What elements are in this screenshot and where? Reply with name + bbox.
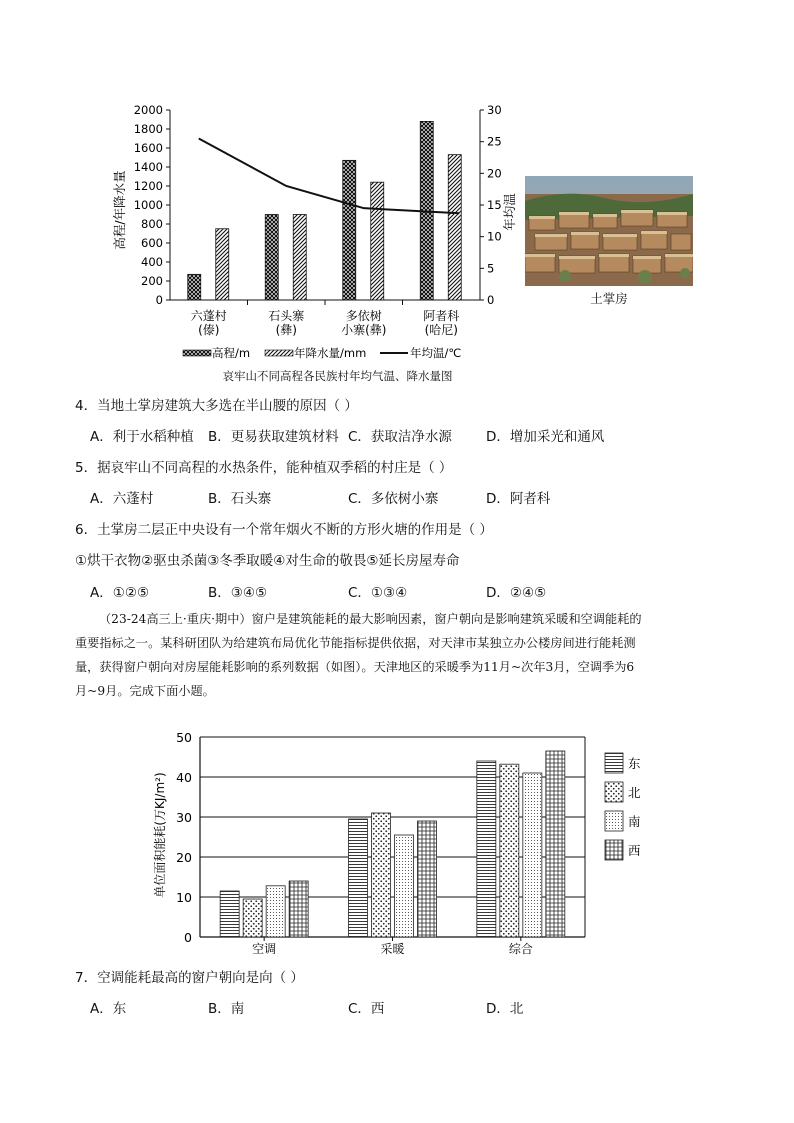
legend-swatch-north bbox=[605, 782, 623, 802]
tick-label-y: 0 bbox=[184, 930, 192, 945]
q4-option-b[interactable]: B．更易获取建筑材料 bbox=[208, 429, 339, 445]
bar-north bbox=[500, 764, 519, 937]
tick-label-right: 5 bbox=[487, 261, 495, 276]
category-label: 空调 bbox=[252, 942, 277, 956]
category-label: 六蓬村 bbox=[190, 309, 227, 323]
q7-option-d[interactable]: D．北 bbox=[486, 1001, 524, 1017]
passage bbox=[75, 607, 735, 703]
q4-option-d[interactable]: D．增加采光和通风 bbox=[486, 429, 605, 445]
passage-line: 量，获得窗户朝向对房屋能耗影响的系列数据（如图）。天津地区的采暖季为11月~次年3月，空调季为6 bbox=[75, 660, 635, 674]
legend-swatch-west bbox=[605, 840, 623, 860]
tick-label-left: 600 bbox=[141, 236, 163, 250]
bar-elevation bbox=[265, 215, 278, 301]
bar-precipitation bbox=[293, 215, 306, 301]
bar-east bbox=[220, 891, 239, 937]
q4-stem: 4．当地土掌房建筑大多选在半山腰的原因（ ） bbox=[75, 398, 358, 414]
category-label: 综合 bbox=[508, 942, 533, 956]
figure-elevation-climate-chart bbox=[100, 100, 520, 362]
bar-west bbox=[546, 751, 565, 937]
tick-label-y: 50 bbox=[176, 730, 192, 745]
category-group-label: (哈尼) bbox=[424, 323, 458, 337]
legend-precip-swatch bbox=[265, 350, 293, 356]
q4-option-c[interactable]: C．获取洁净水源 bbox=[348, 429, 452, 445]
passage-line: 月~9月。完成下面小题。 bbox=[75, 684, 215, 698]
bar-north bbox=[243, 899, 262, 937]
tick-label-left: 400 bbox=[141, 255, 163, 269]
q5-option-d[interactable]: D．阿者科 bbox=[486, 491, 551, 507]
legend-label-north: 北 bbox=[628, 785, 641, 800]
tick-label-y: 40 bbox=[176, 770, 192, 785]
bar-east bbox=[477, 761, 496, 937]
bar-west bbox=[289, 881, 308, 937]
category-group-label: (傣) bbox=[198, 323, 220, 337]
tick-label-left: 1200 bbox=[133, 179, 163, 193]
tick-label-right: 25 bbox=[487, 134, 502, 149]
bar-elevation bbox=[188, 274, 201, 300]
q4-option-a[interactable]: A．利于水稻种植 bbox=[90, 429, 194, 445]
bar-east bbox=[349, 819, 368, 937]
category-label: 多依树 bbox=[345, 309, 382, 323]
legend-swatch-south bbox=[605, 811, 623, 831]
tick-label-right: 0 bbox=[487, 293, 495, 307]
category-label: 采暖 bbox=[380, 942, 405, 956]
q7-option-b[interactable]: B．南 bbox=[208, 1001, 245, 1017]
tick-label-right: 20 bbox=[487, 166, 502, 181]
q7-option-c[interactable]: C．西 bbox=[348, 1001, 385, 1017]
tick-label-right: 15 bbox=[487, 198, 502, 212]
legend-label-south: 南 bbox=[628, 814, 641, 829]
q6-option-b[interactable]: B．③④⑤ bbox=[208, 585, 268, 601]
q7-option-a[interactable]: A．东 bbox=[90, 1001, 127, 1017]
bar-precipitation bbox=[216, 229, 229, 300]
figure1-caption: 哀牢山不同高程各民族村年均气温、降水量图 bbox=[222, 369, 453, 383]
tick-label-y: 20 bbox=[176, 850, 192, 865]
bar-south bbox=[523, 773, 542, 937]
ylabel: 单位面积能耗(万KJ/m²) bbox=[153, 772, 167, 898]
tick-label-right: 30 bbox=[487, 103, 502, 117]
category-label: 阿者科 bbox=[423, 309, 460, 323]
tick-label-left: 1000 bbox=[133, 198, 163, 212]
legend-label-west: 西 bbox=[628, 843, 641, 858]
ylabel-right: 年均温 bbox=[502, 193, 517, 231]
q5-option-b[interactable]: B．石头寨 bbox=[208, 491, 272, 507]
photo-label: 土掌房 bbox=[590, 291, 628, 306]
tick-label-left: 1800 bbox=[133, 122, 163, 136]
q6-items: ①烘干衣物②驱虫杀菌③冬季取暖④对生命的敬畏⑤延长房屋寿命 bbox=[75, 553, 460, 569]
q6-option-a[interactable]: A．①②⑤ bbox=[90, 585, 150, 601]
q5-option-c[interactable]: C．多依树小寨 bbox=[348, 491, 439, 507]
tick-label-y: 10 bbox=[176, 890, 192, 905]
tuzhangfang-photo bbox=[525, 176, 693, 286]
tick-label-left: 1600 bbox=[133, 141, 163, 155]
legend-label-east: 东 bbox=[628, 756, 641, 771]
bar-south bbox=[395, 835, 414, 937]
tick-label-left: 800 bbox=[141, 217, 163, 231]
category-group-label: (彝) bbox=[275, 323, 297, 337]
bar-west bbox=[418, 821, 437, 937]
bar-north bbox=[372, 813, 391, 937]
tick-label-left: 2000 bbox=[133, 103, 163, 117]
bar-precipitation bbox=[448, 155, 461, 300]
legend-swatch-east bbox=[605, 753, 623, 773]
passage-line: （23-24高三上·重庆·期中）窗户是建筑能耗的最大影响因素，窗户朝向是影响建筑采暖和空调能耗的 bbox=[99, 612, 642, 626]
legend-temp: 年均温/℃ bbox=[410, 346, 462, 360]
category-label: 石头寨 bbox=[268, 309, 305, 323]
bar-precipitation bbox=[371, 182, 384, 300]
tick-label-right: 10 bbox=[487, 229, 502, 244]
legend-elevation: 高程/m bbox=[212, 346, 251, 360]
q5-stem: 5．据哀牢山不同高程的水热条件，能种植双季稻的村庄是（ ） bbox=[75, 460, 453, 476]
category-label: 小寨(彝) bbox=[341, 323, 387, 337]
tick-label-y: 30 bbox=[176, 810, 192, 825]
tick-label-left: 0 bbox=[155, 293, 163, 307]
legend-elevation-swatch bbox=[183, 350, 211, 356]
q6-option-c[interactable]: C．①③④ bbox=[348, 585, 408, 601]
q7-stem: 7．空调能耗最高的窗户朝向是向（ ） bbox=[75, 970, 304, 986]
tick-label-left: 200 bbox=[141, 274, 163, 288]
figure-window-energy-chart bbox=[140, 725, 660, 960]
q6-stem: 6．土掌房二层正中央设有一个常年烟火不断的方形火塘的作用是（ ） bbox=[75, 522, 493, 538]
tick-label-left: 1400 bbox=[133, 160, 163, 174]
ylabel-left: 高程/年降水量 bbox=[112, 170, 127, 250]
q6-option-d[interactable]: D．②④⑤ bbox=[486, 585, 547, 601]
bar-elevation bbox=[343, 160, 356, 300]
passage-line: 重要指标之一。某科研团队为给建筑布局优化节能指标提供依据，对天津市某独立办公楼房间进行能耗测 bbox=[75, 636, 636, 650]
legend-precip: 年降水量/mm bbox=[294, 346, 367, 360]
bar-south bbox=[266, 886, 285, 937]
q5-option-a[interactable]: A．六蓬村 bbox=[90, 491, 154, 507]
